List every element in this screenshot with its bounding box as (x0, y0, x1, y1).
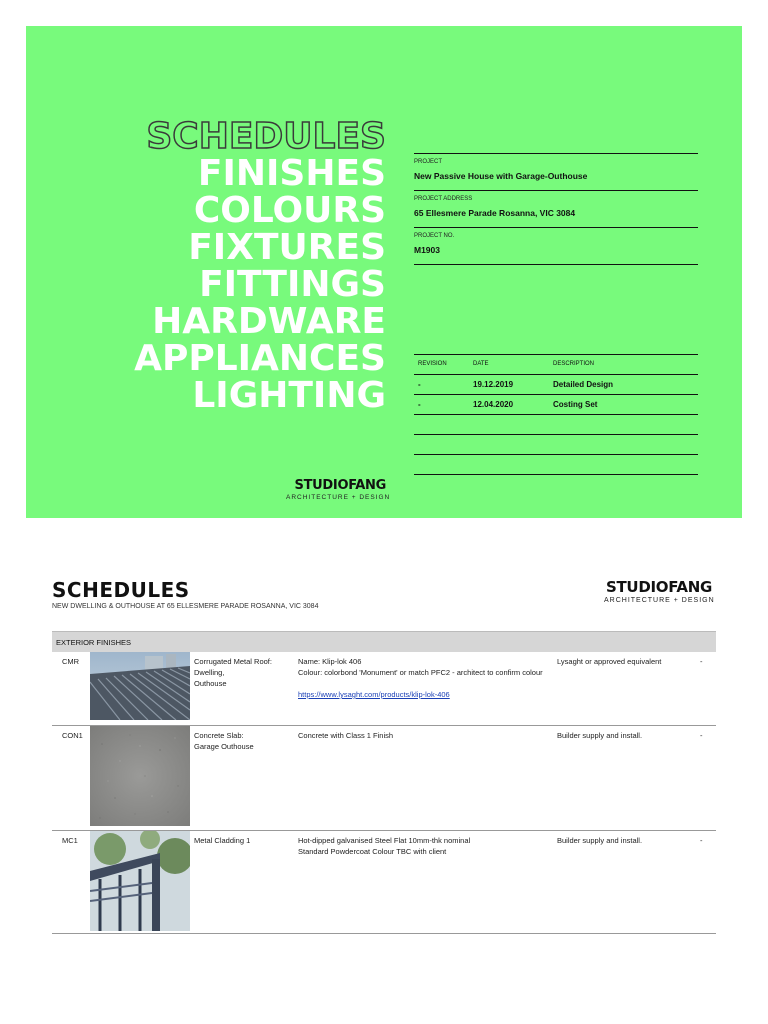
cover-word-finishes: FINISHES (197, 153, 386, 194)
schedule-logo (604, 578, 715, 604)
table-row (52, 726, 716, 831)
project-label: PROJECT (414, 159, 443, 165)
row-dash: - (700, 731, 703, 740)
cover-title-stack (134, 118, 386, 414)
row-code: CMR (62, 657, 80, 666)
revision-row (414, 394, 698, 414)
project-block (414, 153, 698, 190)
row-dash: - (700, 836, 703, 845)
row-description-line: Corrugated Metal Roof: Dwelling, (194, 657, 272, 677)
row-description (194, 656, 294, 689)
cover-logo-text: STUDIOFANG (294, 478, 386, 493)
corrugated-roof-photo (90, 652, 190, 723)
section-header (52, 631, 716, 652)
row-supplier: Builder supply and install. (557, 836, 643, 845)
revision-col-header: REVISION (418, 361, 447, 367)
cover-word-lighting: LIGHTING (192, 375, 386, 416)
row-description (194, 835, 294, 846)
row-description-line: Concrete Slab: (194, 731, 244, 740)
cover-word-appliances: APPLIANCES (134, 338, 386, 379)
row-specification (298, 835, 548, 857)
row-spec-line: Concrete with Class 1 Finish (298, 731, 394, 740)
metal-cladding-photo (90, 831, 190, 934)
project-value: New Passive House with Garage-Outhouse (414, 171, 588, 181)
row-dash: - (700, 657, 703, 666)
cover-word-colours: COLOURS (193, 190, 386, 231)
address-block (414, 190, 698, 227)
row-spec-line: Colour: colorbond 'Monument' or match PFC2 - architect to confirm colour (298, 668, 543, 677)
schedule-subtitle: NEW DWELLING & OUTHOUSE AT 65 ELLESMERE PARADE ROSANNA, VIC 3084 (52, 603, 319, 610)
cover-logo (286, 478, 391, 501)
description-col-header: DESCRIPTION (553, 361, 595, 367)
project-no-value: M1903 (414, 245, 440, 255)
table-row (52, 652, 716, 726)
revision-row-empty (414, 454, 698, 475)
table-row (52, 831, 716, 934)
concrete-photo (90, 726, 190, 829)
schedule-title: SCHEDULES (52, 578, 190, 602)
row-spec-line: Hot-dipped galvanised Steel Flat 10mm-thk nominal (298, 836, 471, 845)
revision-cell: - (418, 400, 421, 409)
row-supplier: Lysaght or approved equivalent (557, 657, 662, 666)
row-supplier: Builder supply and install. (557, 731, 643, 740)
description-cell: Detailed Design (553, 380, 614, 389)
row-spec-line: Name: Klip-lok 406 (298, 657, 362, 666)
date-cell: 12.04.2020 (473, 400, 514, 409)
description-cell: Costing Set (553, 400, 598, 409)
cover-word-fixtures: FIXTURES (188, 227, 386, 268)
cover-page (26, 26, 742, 518)
cover-title-schedules: SCHEDULES (146, 116, 386, 157)
revision-cell: - (418, 380, 421, 389)
cover-word-hardware: HARDWARE (152, 301, 386, 342)
date-col-header: DATE (473, 361, 489, 367)
row-specification (298, 730, 548, 741)
row-description-line: Outhouse (194, 679, 227, 688)
project-no-label: PROJECT NO. (414, 233, 455, 239)
address-label: PROJECT ADDRESS (414, 196, 473, 202)
row-code: CON1 (62, 731, 83, 740)
product-link[interactable]: https://www.lysaght.com/products/klip-lok-406 (298, 690, 450, 699)
cover-word-fittings: FITTINGS (199, 264, 386, 305)
row-description (194, 730, 294, 752)
row-spec-line: Standard Powdercoat Colour TBC with client (298, 847, 447, 856)
revision-header (414, 354, 698, 374)
project-no-block (414, 227, 698, 265)
row-description-line: Garage Outhouse (194, 742, 254, 751)
row-description-line: Metal Cladding 1 (194, 836, 251, 845)
revision-row (414, 374, 698, 394)
cover-logo-sub: ARCHITECTURE + DESIGN (286, 494, 391, 501)
row-code: MC1 (62, 836, 78, 845)
schedule-logo-text: STUDIOFANG (606, 578, 712, 596)
revision-row-empty (414, 414, 698, 434)
row-specification (298, 656, 548, 700)
section-title: EXTERIOR FINISHES (56, 638, 132, 647)
date-cell: 19.12.2019 (473, 380, 514, 389)
revision-table (414, 354, 698, 475)
revision-row-empty (414, 434, 698, 454)
address-value: 65 Ellesmere Parade Rosanna, VIC 3084 (414, 208, 576, 218)
schedule-logo-sub: ARCHITECTURE + DESIGN (604, 597, 715, 604)
